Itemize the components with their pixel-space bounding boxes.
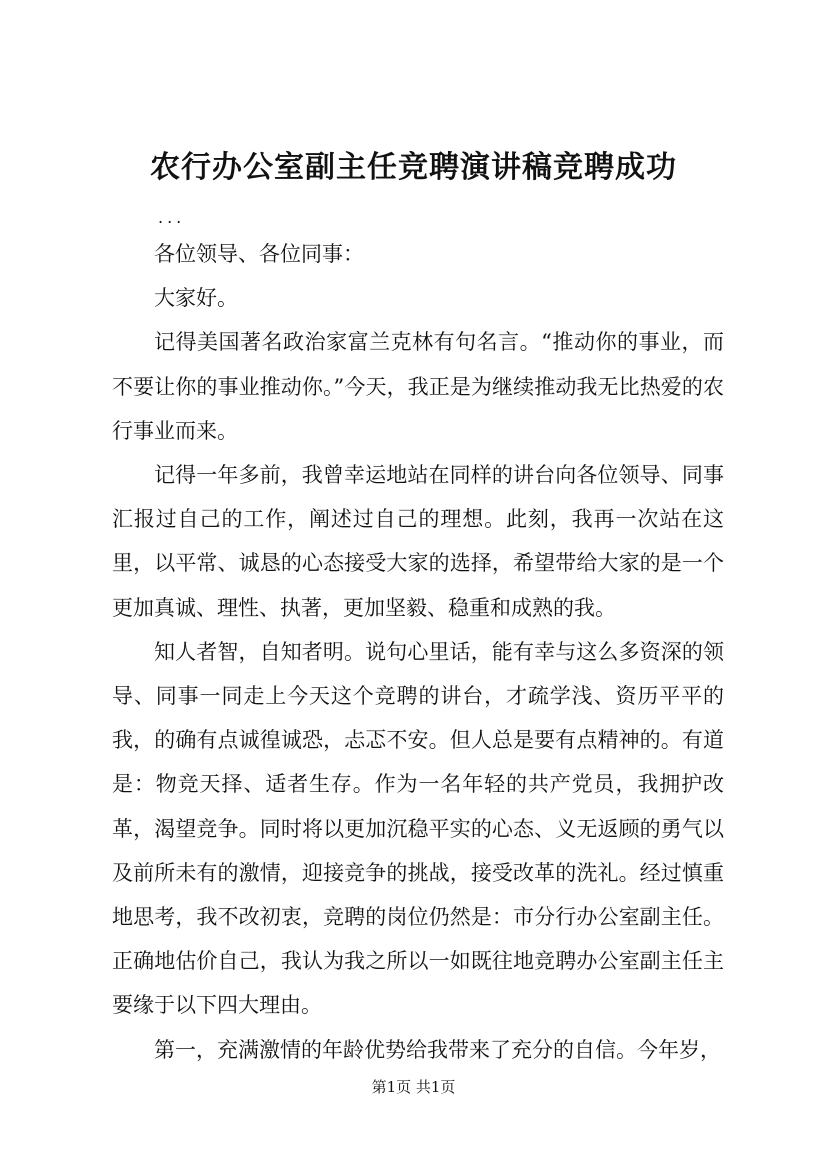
salutation-paragraph: 各位领导、各位同事： <box>154 242 364 266</box>
document-title: 农行办公室副主任竞聘演讲稿竞聘成功 <box>150 150 677 185</box>
body-paragraph: 第一，充满激情的年龄优势给我带来了充分的自信。今年岁， <box>154 1037 721 1062</box>
ellipsis-marker: ... <box>158 208 186 227</box>
body-paragraph: 记得美国著名政治家富兰克林有句名言。“推动你的事业，而不要让你的事业推动你。”今天，我正是为继续推动我无比热爱的农行事业而来。 <box>112 330 724 443</box>
body-paragraph: 知人者智，自知者明。说句心里话，能有幸与这么多资深的领导、同事一同走上今天这个竞聘的讲台，才疏学浅、资历平平的我，的确有点诚徨诚恐，忐忑不安。但人总是要有点精神的。有道是：物竞天择、适者生存。作为一名年轻的共产党员，我拥护改革，渴望竞争。同时将以更加沉稳平实的心态、义无返顾的勇气以及前所未有的激情，迎接竞争的挑战，接受改革的洗礼。经过慎重地思考，我不改初衷，竞聘的岗位仍然是：市分行办公室副主任。正确地估价自己，我认为我之所以一如既往地竞聘办公室副主任主要缘于以下四大理由。 <box>112 639 724 1018</box>
document-body <box>112 232 724 1072</box>
body-paragraph: 记得一年多前，我曾幸运地站在同样的讲台向各位领导、同事汇报过自己的工作，阐述过自己的理想。此刻，我再一次站在这里，以平常、诚恳的心态接受大家的选择，希望带给大家的是一个更加真诚、理性、执著，更加坚毅、稳重和成熟的我。 <box>112 463 724 620</box>
greeting-paragraph: 大家好。 <box>154 286 238 311</box>
page-number-footer: 第1页 共1页 <box>371 1078 456 1096</box>
